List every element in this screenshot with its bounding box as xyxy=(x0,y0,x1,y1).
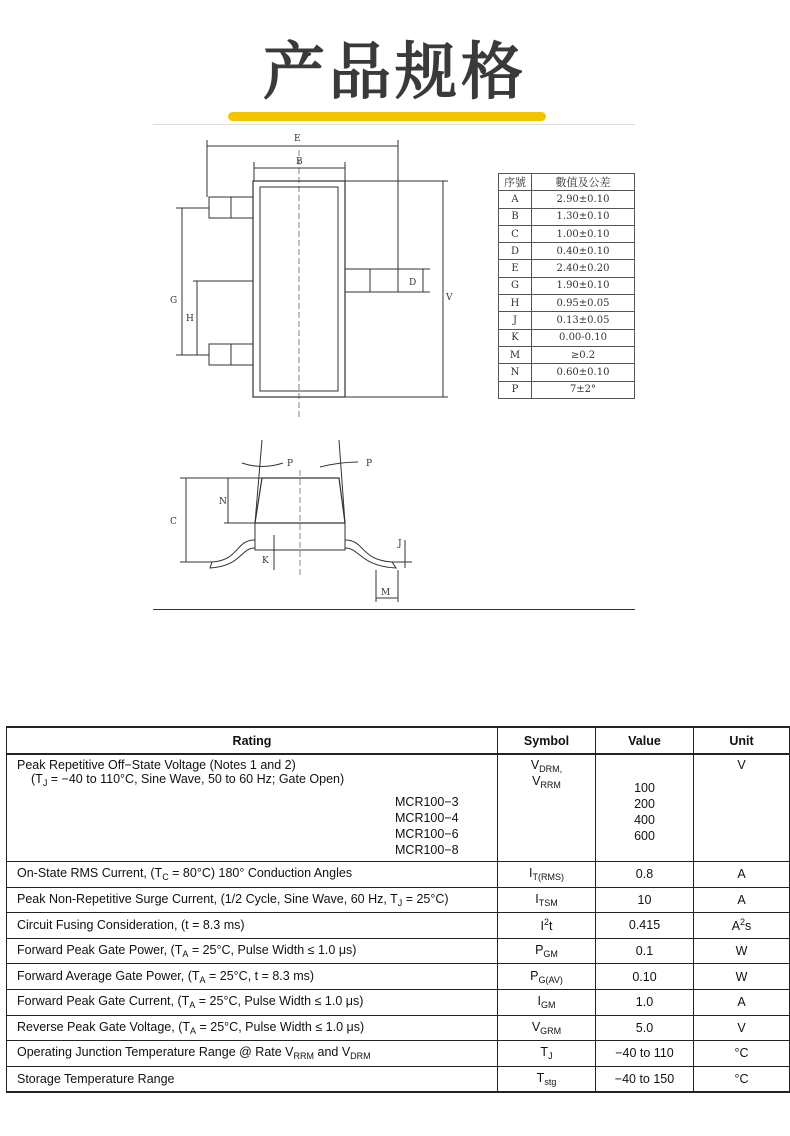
dimension-row xyxy=(499,329,635,346)
part-number: MCR100−4 xyxy=(395,811,459,825)
dimension-table-header xyxy=(499,174,635,191)
ratings-header-row xyxy=(7,727,790,754)
lead-right xyxy=(345,269,398,292)
label-v: V xyxy=(446,293,453,303)
rating-conditions: ($T_J = -40$ to 110°C, Sine Wave, 50 to 60 Hz; Gate Open) xyxy=(31,772,345,788)
page-title: 产品规格 xyxy=(262,35,527,108)
ratings-row-voltage xyxy=(7,754,790,862)
side-view-lead-right xyxy=(345,540,396,568)
dim-value: 2.40±0.20 xyxy=(532,260,635,277)
dim-value: 0.95±0.05 xyxy=(532,295,635,312)
dimension-row xyxy=(499,295,635,312)
header-rating: Rating xyxy=(7,727,498,754)
ratings-row: Circuit Fusing Consideration, (t = 8.3 ms) $I^2t$ 0.415 $A^2s$ xyxy=(7,913,790,939)
side-view-lead-left xyxy=(210,540,255,568)
label-p-right: P xyxy=(366,459,373,469)
part-number: MCR100−8 xyxy=(395,843,459,857)
label-m: M xyxy=(381,588,391,598)
label-c: C xyxy=(170,517,177,527)
part-list xyxy=(17,794,487,858)
dim-key: H xyxy=(499,295,532,312)
dim-key: P xyxy=(499,381,532,398)
dim-value: 1.30±0.10 xyxy=(532,208,635,225)
dimension-row xyxy=(499,312,635,329)
part-number: MCR100−3 xyxy=(395,795,459,809)
header-value: 數值及公差 xyxy=(532,174,635,191)
dimension-row xyxy=(499,243,635,260)
dimension-row xyxy=(499,364,635,381)
dim-key: N xyxy=(499,364,532,381)
label-n: N xyxy=(219,497,227,507)
header-symbol: Symbol xyxy=(498,727,596,754)
label-j: J xyxy=(398,539,402,549)
dimension-row xyxy=(499,277,635,294)
header-value: Value xyxy=(596,727,694,754)
ratings-row: Forward Peak Gate Power, ($T_A = 25^\circ C$, Pulse Width ≤ 1.0 μs) $P_{GM}$ 0.1 W xyxy=(7,938,790,964)
dim-value: 1.90±0.10 xyxy=(532,277,635,294)
symbol-cell: $V_{DRM,}$ $V_{RRM}$ xyxy=(498,754,596,862)
part-number: MCR100−6 xyxy=(395,827,459,841)
ratings-row: Operating Junction Temperature Range @ Rate $V_{RRM}$ and $V_{DRM}$ $T_J$ −40 to 110 °C xyxy=(7,1041,790,1067)
dim-key: M xyxy=(499,346,532,363)
dim-key: C xyxy=(499,225,532,242)
dim-value: 0.13±0.05 xyxy=(532,312,635,329)
label-b: B xyxy=(296,157,303,167)
dim-key: K xyxy=(499,329,532,346)
label-d: D xyxy=(409,278,417,288)
dim-key: B xyxy=(499,208,532,225)
label-g: G xyxy=(170,296,178,306)
dimension-row xyxy=(499,260,635,277)
label-e: E xyxy=(294,134,301,144)
unit-cell: V xyxy=(694,754,790,862)
dim-value: 1.00±0.10 xyxy=(532,225,635,242)
ratings-row: Forward Peak Gate Current, ($T_A = 25^\circ C$, Pulse Width ≤ 1.0 μs) $I_{GM}$ 1.0 A xyxy=(7,989,790,1015)
dimension-row xyxy=(499,191,635,208)
header-serial: 序號 xyxy=(499,174,532,191)
dim-value: 0.00-0.10 xyxy=(532,329,635,346)
ratings-row: Forward Average Gate Power, ($T_A = 25^\circ C$, t = 8.3 ms) $P_{G(AV)}$ 0.10 W xyxy=(7,964,790,990)
value-cell: 100 200 400 600 xyxy=(596,754,694,862)
dim-key: G xyxy=(499,277,532,294)
rating-text: Peak Repetitive Off−State Voltage (Notes 1 and 2) xyxy=(17,758,296,772)
dim-key: E xyxy=(499,260,532,277)
dimension-row xyxy=(499,381,635,398)
dim-value: 7±2° xyxy=(532,381,635,398)
dim-value: ≥0.2 xyxy=(532,346,635,363)
dim-value: 2.90±0.10 xyxy=(532,191,635,208)
ratings-table xyxy=(6,726,790,1093)
dimension-table xyxy=(498,173,635,399)
label-h: H xyxy=(186,314,194,324)
dimension-row xyxy=(499,208,635,225)
ratings-row: Peak Non-Repetitive Surge Current, (1/2 Cycle, Sine Wave, 60 Hz, $T_J = 25^\circ C$) $I_{TSM}$ 10 A xyxy=(7,887,790,913)
header-unit: Unit xyxy=(694,727,790,754)
ratings-row: On-State RMS Current, $(T_C = 80^\circ C)$ 180° Conduction Angles $I_{T(RMS)}$ 0.8 A xyxy=(7,862,790,888)
label-k: K xyxy=(262,556,269,566)
label-p-left: P xyxy=(287,459,294,469)
ratings-row: Storage Temperature Range $T_{stg}$ −40 to 150 °C xyxy=(7,1066,790,1092)
dim-key: A xyxy=(499,191,532,208)
dimension-row xyxy=(499,225,635,242)
dim-key: J xyxy=(499,312,532,329)
dim-value: 0.40±0.10 xyxy=(532,243,635,260)
dim-value: 0.60±0.10 xyxy=(532,364,635,381)
ratings-row: Reverse Peak Gate Voltage, ($T_A = 25^\circ C$, Pulse Width ≤ 1.0 μs) $V_{GRM}$ 5.0 V xyxy=(7,1015,790,1041)
drawing-bottom-rule xyxy=(153,609,635,610)
dim-key: D xyxy=(499,243,532,260)
dimension-row xyxy=(499,346,635,363)
